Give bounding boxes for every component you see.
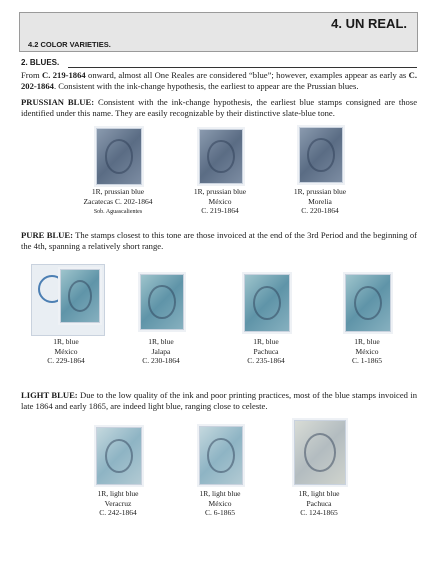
stamp-image (299, 127, 343, 183)
stamp-image (199, 426, 243, 485)
chapter-header (19, 12, 418, 52)
pure-blue-heading: PURE BLUE: (21, 230, 73, 240)
stamp-image (96, 427, 142, 485)
cover-fragment-image (31, 264, 105, 336)
stamp-caption: 1R, blue México C. 229-1864 (47, 337, 85, 365)
stamp-image (96, 128, 142, 185)
chapter-title: 4. UN REAL. (331, 16, 407, 31)
stamp-image (244, 274, 290, 332)
stamp-caption: 1R, light blue México C. 6-1865 (199, 489, 241, 517)
stamp-image (140, 274, 184, 330)
stamp-caption: 1R, blue Pachuca C. 235-1864 (247, 337, 285, 365)
stamp-image (60, 269, 100, 323)
stamp-image (199, 129, 243, 184)
stamp-caption: 1R, blue México C. 1-1865 (352, 337, 382, 365)
prussian-blue-heading: PRUSSIAN BLUE: (21, 97, 95, 107)
stamp-caption: 1R, prussian blue México C. 219-1864 (193, 187, 247, 215)
prussian-blue-paragraph: PRUSSIAN BLUE: Consistent with the ink-change hypothesis, the earliest blue stamps consigned are those identified under this name. They are easily recognizable by their distinctive slate-blue tone. (21, 97, 418, 118)
stamp-image (345, 274, 391, 332)
stamp-caption: 1R, blue Jalapa C. 230-1864 (142, 337, 180, 365)
intro-paragraph: From C. 219-1864 onward, almost all One Reales are considered “blue”; however, examples appear as early as C. 202-1864. Consistent with the ink-change hypothesis, the earliest to appear are the Prussian blues. (21, 70, 417, 91)
stamp-caption: 1R, prussian blue Morelia C. 220-1864 (293, 187, 347, 215)
stamp-caption: 1R, light blue Veracruz C. 242-1864 (97, 489, 139, 517)
subsection-rule (68, 67, 417, 68)
section-title: 4.2 COLOR VARIETIES. (28, 40, 111, 49)
light-blue-heading: LIGHT BLUE: (21, 390, 78, 400)
stamp-image (294, 420, 346, 485)
light-blue-paragraph: LIGHT BLUE: Due to the low quality of the ink and poor printing practices, most of the blue stamps invoiced in late 1864 and early 1865, are indeed light blue, ranging close to celeste. (21, 390, 418, 411)
stamp-caption: 1R, light blue Pachuca C. 124-1865 (298, 489, 340, 517)
subsection-title: 2. BLUES. (21, 58, 60, 67)
stamp-caption: 1R, prussian blue Zacatecas C. 202-1864 Sob. Aguascalientes (83, 187, 153, 215)
pure-blue-paragraph: PURE BLUE: The stamps closest to this tone are those invoiced at the end of the 3rd Period and the beginning of the 4th, spanning a relatively short range. (21, 230, 417, 251)
